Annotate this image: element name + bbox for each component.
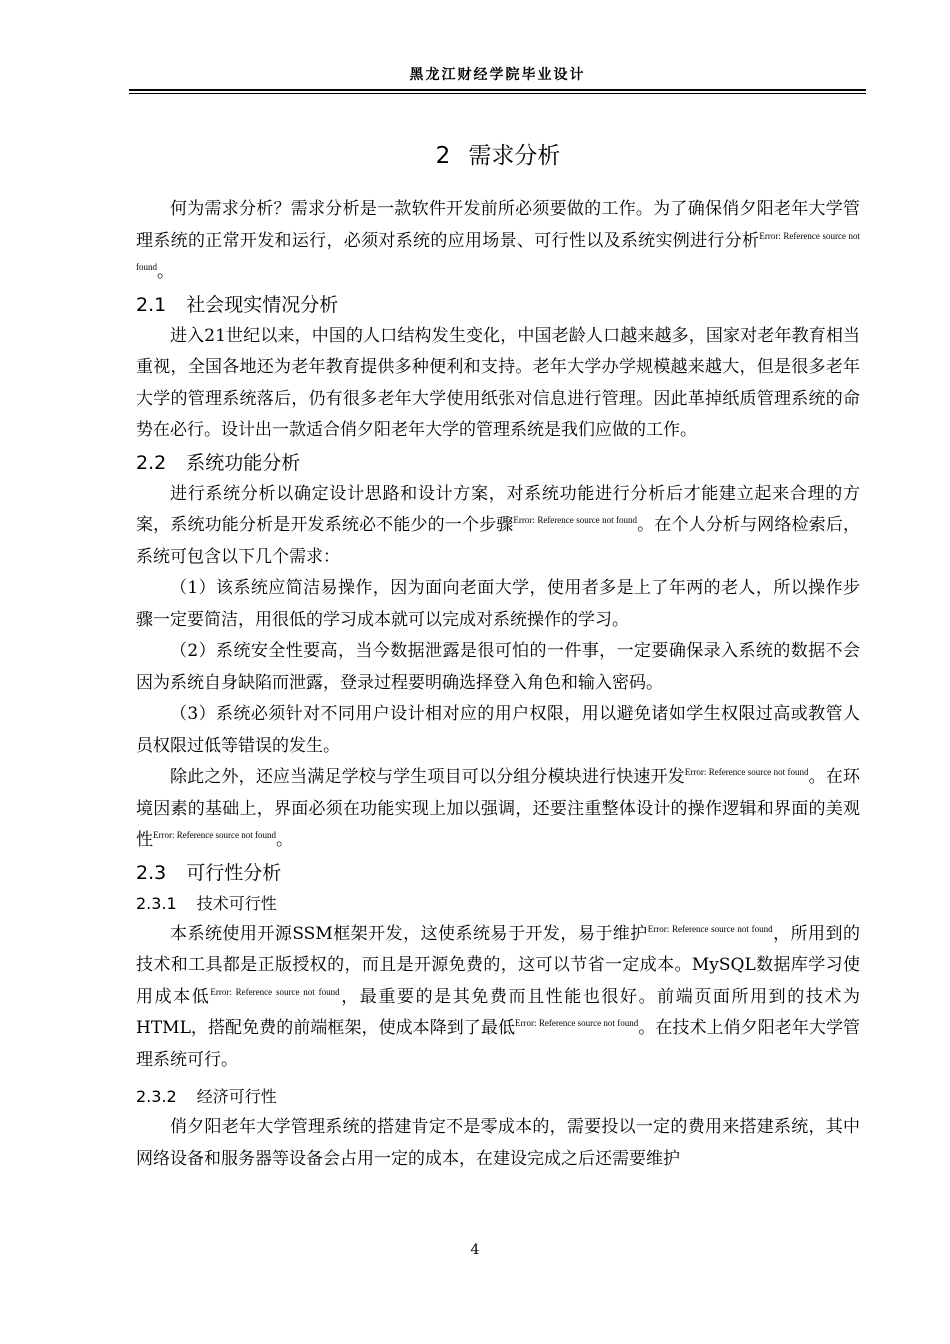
reference-marker: Error: Reference source not found: [515, 1018, 639, 1028]
reference-marker: Error: Reference source not found: [513, 515, 637, 525]
header-rule-thick: [129, 89, 866, 91]
requirement-item-3: （3）系统必须针对不同用户设计相对应的用户权限，用以避免诸如学生权限过高或教管人员权限过低等错误的发生。: [136, 704, 860, 756]
chapter-title: [136, 136, 860, 176]
paragraph-additional: 除此之外，还应当满足学校与学生项目可以分组分模块进行快速开发$^{Error: Reference source not found}$。在环境因素的基础上，界面必须在功能实现上加以强调，还要注重整体设计的操作逻辑和界面的美观性$^{Error: Reference source not found}$。: [136, 767, 861, 850]
paragraph-econ-feasibility: 俏夕阳老年大学管理系统的搭建肯定不是零成本的，需要投以一定的费用来搭建系统，其中网络设备和服务器等设备会占用一定的成本，在建设完成之后还需要维护: [136, 1117, 860, 1169]
reference-marker: Error: Reference source not found: [210, 986, 340, 997]
reference-marker: Error: Reference source not found: [136, 230, 861, 272]
requirement-item-1: （1）该系统应简洁易操作，因为面向老面大学，使用者多是上了年两的老人，所以操作步骤一定要简洁，用很低的学习成本就可以完成对系统操作的学习。: [136, 578, 860, 630]
running-header: 黑龙江财经学院毕业设计: [409, 67, 586, 83]
reference-marker: Error: Reference source not found: [647, 923, 773, 934]
section-heading-2-3: 2.3 可行性分析: [136, 861, 282, 884]
section-heading-2-3-1: 2.3.1 技术可行性: [136, 893, 277, 913]
page-number: 4: [470, 1242, 480, 1258]
page-body: [136, 136, 860, 1175]
paragraph-function-analysis: 进行系统分析以确定设计思路和设计方案，对系统功能进行分析后才能建立起来合理的方案，系统功能分析是开发系统必不能少的一个步骤$^{Error: Reference source not found}$。在个人分析与网络检索后，系统可包含以下几个需求：: [136, 483, 861, 567]
section-heading-2-2: 2.2 系统功能分析: [136, 451, 301, 474]
section-heading-2-1: 2.1 社会现实情况分析: [136, 293, 339, 316]
intro-paragraph: 何为需求分析？需求分析是一款软件开发前所必须要做的工作。为了确保俏夕阳老年大学管理系统的正常开发和运行，必须对系统的应用场景、可行性以及系统实例进行分析$^{Error: Reference source not found}$。: [136, 199, 861, 282]
chapter-heading: 需求分析: [468, 143, 561, 169]
requirement-item-2: （2）系统安全性要高，当今数据泄露是很可怕的一件事，一定要确保录入系统的数据不会因为系统自身缺陷而泄露，登录过程要明确选择登入角色和输入密码。: [136, 641, 860, 693]
chapter-number: 2: [435, 143, 451, 169]
header-rule-thin: [129, 93, 866, 94]
section-heading-2-3-2: 2.3.2 经济可行性: [136, 1087, 277, 1106]
paragraph-social-analysis: 进入21世纪以来，中国的人口结构发生变化，中国老龄人口越来越多，国家对老年教育相当重视，全国各地还为老年教育提供多种便利和支持。老年大学办学规模越来越大，但是很多老年大学的管理系统落后，仍有很多老年大学使用纸张对信息进行管理。因此革掉纸质管理系统的命势在必行。设计出一款适合俏夕阳老年大学的管理系统是我们应做的工作。: [136, 325, 860, 440]
reference-marker: Error: Reference source not found: [153, 830, 276, 840]
paragraph-tech-feasibility: 本系统使用开源SSM框架开发，这使系统易于开发，易于维护$^{Error: Reference source not found}$，所用到的技术和工具都是正版授权的，而且是开源免费的，这可以节省一定成本。MySQL数据库学习使用成本低$^{Error: Reference source not found}$，最重要的是其免费而且性能也很好。前端页面所用到的技术为HTML，搭配免费的前端框架，使成本降到了最低$^{Error: Reference source not found}$。在技术上俏夕阳老年大学管理系统可行。: [136, 923, 861, 1070]
reference-marker: Error: Reference source not found: [684, 767, 809, 777]
